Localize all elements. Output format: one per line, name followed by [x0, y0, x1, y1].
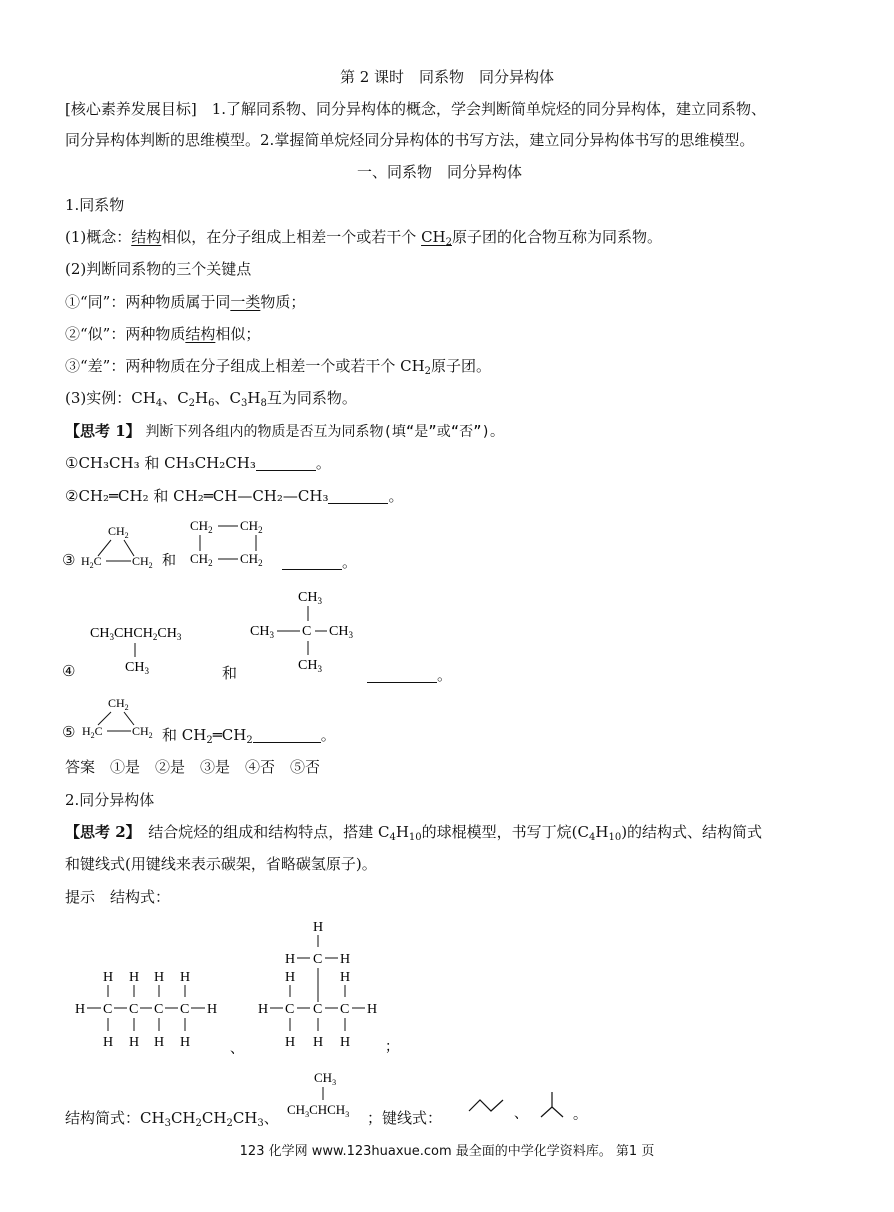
svg-text:H: H — [129, 970, 140, 985]
question-3-number: ③ — [62, 551, 76, 569]
n-butane-structural-formula — [75, 970, 217, 1050]
isomer-heading: 2.同分异构体 — [65, 791, 155, 809]
svg-text:H2C: $H_2C$ — [82, 724, 103, 740]
key-points-heading: (2)判断同系物的三个关键点 — [65, 260, 252, 278]
think-2-label: 【思考 2】 — [65, 823, 134, 841]
svg-text:H: H — [367, 1002, 378, 1017]
think-1-label: 【思考 1】 — [65, 422, 141, 440]
butane-structural-formulas — [70, 912, 400, 1062]
goals-label: [核心素养发展目标] — [65, 100, 197, 118]
answer-blank-4[interactable] — [367, 667, 437, 683]
svg-text:H: H — [285, 970, 296, 985]
svg-text:H: H — [154, 970, 165, 985]
svg-text:H: H — [154, 1035, 165, 1050]
hint-line: 提示 结构式： — [65, 888, 171, 906]
svg-text:H: H — [313, 920, 324, 935]
question-4-answer: 。 — [367, 664, 452, 685]
key-point-same: ①“同”：两种物质属于同一类物质； — [65, 293, 306, 311]
svg-text:CH2: $CH_2$ — [108, 524, 129, 540]
answer-ch2: $CH_2$ — [421, 228, 452, 248]
skeletal-label: ；键线式： — [367, 1109, 443, 1127]
svg-text:CH3: $CH_3$ — [250, 624, 274, 640]
isobutane-skeletal — [541, 1092, 563, 1117]
answer-blank-5[interactable] — [253, 727, 321, 743]
question-4-and: 和 — [222, 664, 238, 682]
svg-text:C: C — [103, 1002, 113, 1017]
svg-text:H: H — [75, 1002, 86, 1017]
svg-text:。: 。 — [573, 1108, 587, 1123]
answer-blank-1[interactable] — [256, 455, 316, 471]
svg-text:CH3: $CH_3$ — [125, 660, 149, 676]
svg-text:、: 、 — [230, 1042, 244, 1057]
page-footer: 123 化学网 www.123huaxue.com 最全面的中学化学资料库。 第1 页 — [239, 1144, 655, 1159]
answer-structure-2: 结构 — [185, 325, 216, 343]
svg-text:H: H — [285, 1035, 296, 1050]
svg-text:H: H — [103, 1035, 114, 1050]
svg-text:H: H — [340, 952, 351, 967]
goals-line-1: [核心素养发展目标] 1.了解同系物、同分异构体的概念，学会判断简单烷烃的同分异构体，建立同系物、 — [65, 100, 767, 118]
homolog-concept: (1)概念：结构相似，在分子组成上相差一个或若干个 $CH_2$原子团的化合物互称为同系物。 — [65, 228, 663, 248]
svg-text:CH2: $CH_2$ — [190, 518, 213, 535]
section-title: 一、同系物 同分异构体 — [357, 163, 523, 181]
svg-text:CH3: $CH_3$ — [298, 590, 322, 606]
svg-text:H: H — [258, 1002, 269, 1017]
goals-line-2: 同分异构体判断的思维模型。2.掌握简单烷烃同分异构体的书写方法，建立同分异构体书写的思维模型。 — [65, 131, 755, 149]
svg-text:C: C — [340, 1002, 350, 1017]
answer-line — [65, 756, 320, 777]
think-1-text: 判断下列各组内的物质是否互为同系物(填“是”或“否”)。 — [145, 424, 505, 440]
svg-text:CH3CHCH3: $CH_3CHCH_3$ — [287, 1102, 350, 1119]
svg-text:C: C — [154, 1002, 164, 1017]
condensed-line: 结构简式：$CH_3CH_2CH_2CH_3$、 — [65, 1109, 279, 1129]
question-1: ①CH₃CH₃ 和 CH₃CH₂CH₃ 。 — [65, 454, 331, 472]
svg-text:CH2: $CH_2$ — [132, 554, 153, 570]
question-3-answer: 。 — [282, 551, 357, 572]
answer-blank-2[interactable] — [328, 488, 388, 504]
svg-text:；: ； — [385, 1040, 399, 1055]
svg-text:H: H — [313, 1035, 324, 1050]
svg-text:CH2: $CH_2$ — [190, 551, 213, 568]
svg-text:H2C: $H_2C$ — [81, 554, 102, 570]
svg-text:C: C — [180, 1002, 190, 1017]
key-point-difference: ③“差”：两种物质在分子组成上相差一个或若干个 $CH_2$原子团。 — [65, 357, 492, 377]
svg-text:H: H — [180, 1035, 191, 1050]
svg-text:C: C — [129, 1002, 139, 1017]
question-5-text: 和 $CH_2═CH_2$ 。 — [162, 726, 336, 746]
svg-text:CH2: $CH_2$ — [240, 518, 263, 535]
n-butane-skeletal — [469, 1100, 503, 1111]
question-5-cyclopropane — [80, 692, 162, 742]
svg-text:CH2: $CH_2$ — [132, 724, 153, 740]
svg-text:CH3CHCH2CH3: $CH_3CHCH_2CH_3$ — [90, 626, 182, 642]
svg-text:H: H — [103, 970, 114, 985]
answer-same-class: 一类 — [230, 293, 261, 311]
svg-text:CH2: $CH_2$ — [240, 551, 263, 568]
svg-text:、: 、 — [514, 1107, 528, 1122]
svg-text:H: H — [207, 1002, 218, 1017]
svg-text:C: C — [313, 952, 323, 967]
svg-text:C: C — [313, 1002, 323, 1017]
answer-blank-3[interactable] — [282, 554, 342, 570]
condensed-label: 结构简式： — [65, 1109, 141, 1127]
answer-structure: 结构 — [131, 228, 162, 246]
isobutane-structural-formula — [258, 920, 377, 1050]
key-point-similar: ②“似”：两种物质结构相似； — [65, 325, 261, 343]
svg-text:H: H — [340, 1035, 351, 1050]
svg-text:H: H — [340, 970, 351, 985]
skeletal-formulas — [466, 1090, 596, 1126]
svg-text:CH3: $CH_3$ — [298, 658, 322, 674]
svg-text:CH3: $CH_3$ — [329, 624, 353, 640]
svg-text:C: C — [302, 624, 312, 639]
isobutane-condensed-formula — [285, 1066, 375, 1122]
think-1 — [65, 420, 504, 441]
hint-label: 提示 — [65, 888, 96, 906]
homolog-heading: 1.同系物 — [65, 196, 125, 214]
svg-text:C: C — [285, 1002, 295, 1017]
svg-text:和: 和 — [162, 554, 176, 569]
page-title: 第 2 课时 同系物 同分异构体 — [339, 68, 555, 86]
svg-text:H: H — [129, 1035, 140, 1050]
think-2-line-2: 和键线式(用键线来表示碳架，省略碳氢原子)。 — [65, 855, 377, 873]
question-2: ②CH₂═CH₂ 和 CH₂═CH—CH₂—CH₃ 。 — [65, 487, 404, 505]
svg-text:CH2: $CH_2$ — [108, 696, 129, 712]
svg-text:CH3: $CH_3$ — [314, 1070, 337, 1087]
question-4-number: ④ — [62, 662, 76, 680]
think-2-line-1: 【思考 2】 结合烷烃的组成和结构特点，搭建 $C_4H_{10}$的球棍模型，书写丁烷$(C_4H_{10})$的结构式、结构简式 — [65, 823, 763, 843]
svg-text:H: H — [180, 970, 191, 985]
svg-text:H: H — [285, 952, 296, 967]
answer-text: ①是 ②是 ③是 ④否 ⑤否 — [110, 758, 321, 776]
homolog-example: (3)实例：$CH_4$、$C_2H_6$、$C_3H_8$互为同系物。 — [65, 389, 357, 409]
question-5-number: ⑤ — [62, 723, 76, 741]
answer-label: 答案 — [65, 758, 96, 776]
